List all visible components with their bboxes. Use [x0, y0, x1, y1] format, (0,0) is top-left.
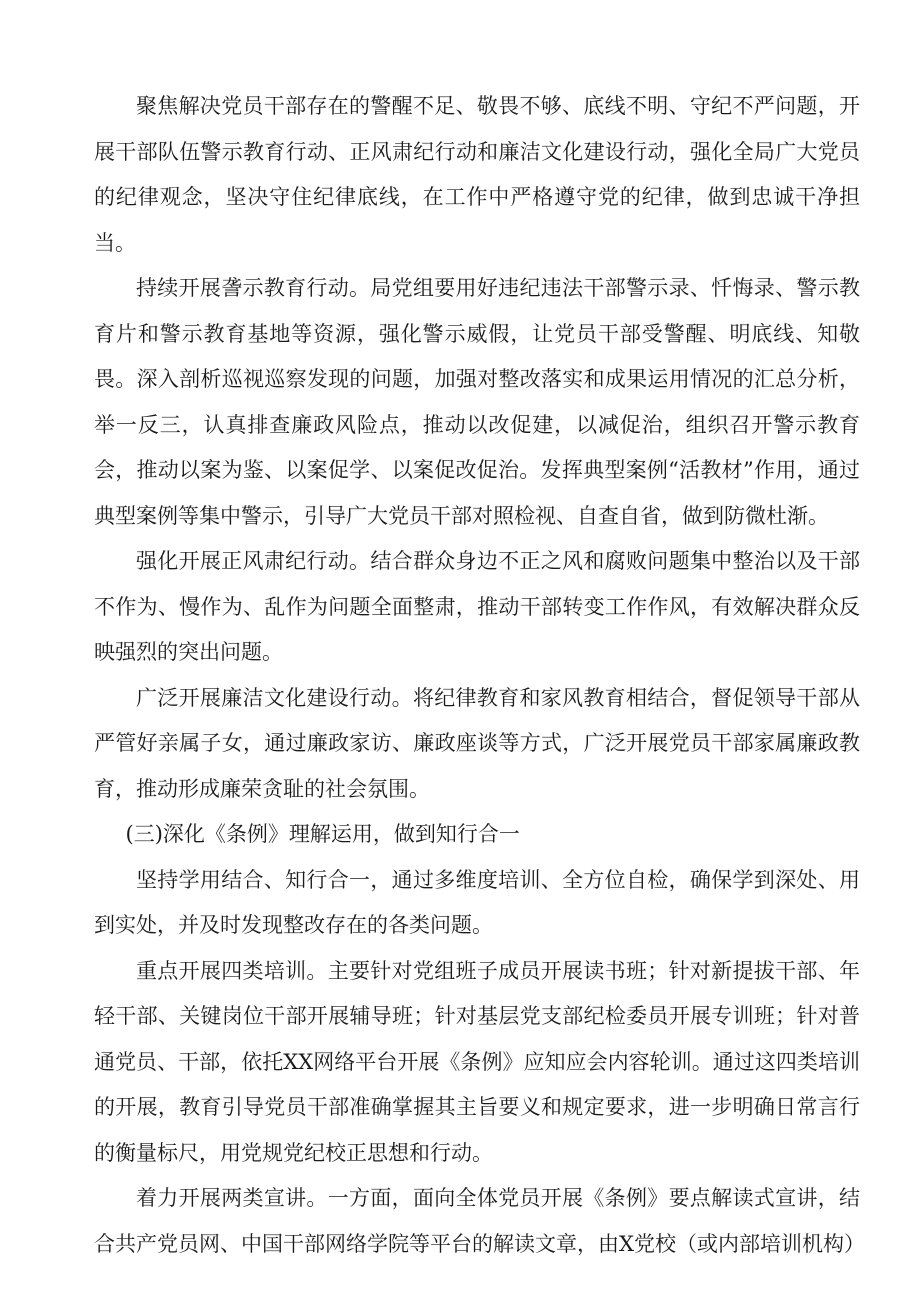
- paragraph-rectify-conduct: 强化开展正风肃纪行动。结合群众身边不正之风和腐败问题集中整治以及干部不作为、慢作为、乱作为问题全面整肃，推动干部转变工作作风，有效解决群众反映强烈的突出问题。: [94, 549, 860, 664]
- paragraph-four-trainings: 重点开展四类培训。主要针对党组班子成员开展读书班；针对新提拔干部、年轻干部、关键岗位干部开展辅导班；针对基层党支部纪检委员开展专训班；针对普通党员、干部，依托XX网络平台开展《条例》应知应会内容轮训。通过这四类培训的开展，教育引导党员干部准确掌握其主旨要义和规定要求，进一步明确日常言行的衡量标尺，用党规党纪校正思想和行动。: [94, 958, 860, 1165]
- paragraph-integrity-culture: 广泛开展廉洁文化建设行动。将纪律教育和家风教育相结合，督促领导干部从严管好亲属子女，通过廉政家访、廉政座谈等方式，广泛开展党员干部家属廉政教育，推动形成廉荣贪耻的社会氛围。: [94, 685, 860, 801]
- document-body: [94, 84, 865, 1267]
- paragraph-discipline-focus: 聚焦解决党员干部存在的警醒不足、敬畏不够、底线不明、守纪不严问题，开展干部队伍警示教育行动、正风肃纪行动和廉洁文化建设行动，强化全局广大党员的纪律观念，坚决守住纪律底线，在工作中严格遵守党的纪律，做到忠诚干净担当。: [94, 94, 860, 255]
- paragraph-learn-and-apply: 坚持学用结合、知行合一，通过多维度培训、全方位自检，确保学到深处、用到实处，并及时发现整改存在的各类问题。: [94, 867, 860, 937]
- paragraph-two-lectures: 着力开展两类宣讲。一方面，面向全体党员开展《条例》要点解读式宣讲，结合共产党员网、中国干部网络学院等平台的解读文章，由X党校（或内部培训机构）: [94, 1186, 865, 1256]
- paragraph-warning-education: 持续开展詟示教育行动。局党组要用好违纪违法干部警示录、忏悔录、警示教育片和警示教育基地等资源，强化警示威假，让党员干部受警醒、明底线、知敬畏。深入剖析巡视巡察发现的问题，加强对整改落实和成果运用情况的汇总分析，举一反三，认真排查廉政风险点，推动以改促建，以减促治，组织召开警示教育会，推动以案为鉴、以案促学、以案促改促治。发挥典型案例“活教材”作用，通过典型案例等集中警示，引导广大党员干部对照检视、自查自省，做到防微杜渐。: [94, 276, 860, 528]
- section-heading-3: (三)深化《条例》理解运用，做到知行合一: [125, 822, 520, 846]
